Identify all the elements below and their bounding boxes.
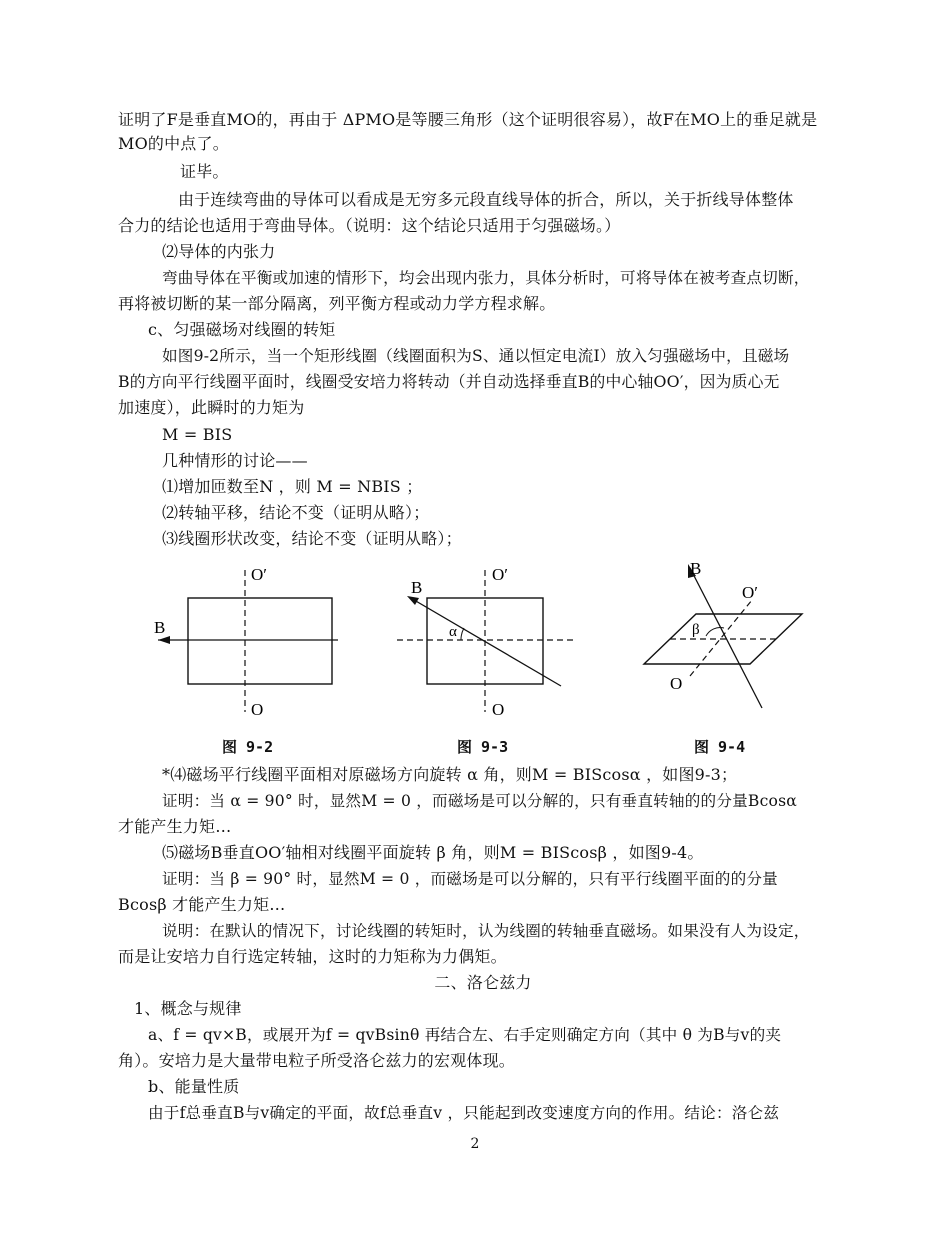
axis-label-top: O′ (492, 565, 508, 584)
figure-9-2 (148, 560, 348, 720)
text-line: 证明：当 β = 90° 时，显然M = 0 ，而磁场是可以分解的，只有平行线圈平面的的分量 (162, 870, 778, 888)
axis-label-bottom: O (251, 700, 264, 719)
page-number: 2 (470, 1136, 480, 1152)
text-line: 证明：当 α = 90° 时，显然M = 0 ，而磁场是可以分解的，只有垂直转轴的的分量Bcosα (162, 792, 798, 810)
text-line: ⑸磁场B垂直OO′轴相对线圈平面旋转 β 角，则M = BIScosβ ，如图9-4。 (162, 843, 704, 862)
text-line: Bcosβ 才能产生力矩… (118, 895, 286, 914)
axis-label-top: O′ (742, 583, 758, 602)
field-label: B (154, 618, 166, 637)
angle-label: α (449, 624, 457, 640)
text-line: MO的中点了。 (118, 134, 229, 153)
text-line: 合力的结论也适用于弯曲导体。（说明：这个结论只适用于匀强磁场。） (118, 216, 621, 235)
figure-caption: 图 9-2 (222, 738, 274, 756)
field-label: B (411, 578, 423, 597)
angle-arc (461, 628, 464, 640)
text-line: 几种情形的讨论—— (162, 451, 308, 470)
text-line: 由于f总垂直B与v确定的平面，故f总垂直v ，只能起到改变速度方向的作用。结论：洛仑兹 (148, 1104, 780, 1122)
section-heading: 1、概念与规律 (134, 999, 242, 1018)
section-heading: b、能量性质 (148, 1077, 240, 1096)
text-line: 弯曲导体在平衡或加速的情形下，均会出现内张力，具体分析时，可将导体在被考查点切断， (162, 269, 810, 287)
text-line: ⑵转轴平移，结论不变（证明从略）； (162, 503, 430, 522)
section-title: 二、洛仑兹力 (434, 973, 532, 992)
text-line: a、f = qv×B，或展开为f = qvBsinθ 再结合左、右手定则确定方向（其中 θ 为B与v的夹 (148, 1026, 782, 1044)
text-line: 角）。安培力是大量带电粒子所受洛仑兹力的宏观体现。 (118, 1051, 516, 1070)
coil-rect (188, 598, 332, 684)
text-line: 再将被切断的某一部分隔离，列平衡方程或动力学方程求解。 (118, 294, 556, 313)
axis-label-top: O′ (251, 565, 267, 584)
axis-label-bottom: O (670, 674, 683, 693)
axis-label-bottom: O (492, 700, 505, 719)
text-line: B的方向平行线圈平面时，线圈受安培力将转动（并自动选择垂直B的中心轴OO′，因为质心无 (118, 372, 780, 391)
figure-caption: 图 9-4 (694, 738, 746, 756)
text-line: 证毕。 (180, 162, 229, 181)
field-arrow-icon (407, 596, 419, 605)
text-line: 证明了F是垂直MO的，再由于 ΔPMO是等腰三角形（这个证明很容易），故F在MO上的垂足就是 (118, 110, 818, 129)
text-line: 由于连续弯曲的导体可以看成是无穷多元段直线导体的折合，所以，关于折线导体整体 (178, 190, 794, 209)
field-arrow-icon (158, 636, 170, 644)
text-line: 才能产生力矩… (118, 817, 232, 836)
figure-9-3 (395, 560, 585, 720)
formula-line: M = BIS (162, 425, 233, 444)
field-label: B (690, 559, 702, 578)
section-heading: c、匀强磁场对线圈的转矩 (148, 320, 336, 339)
text-line: 说明：在默认的情况下，讨论线圈的转矩时，认为线圈的转轴垂直磁场。如果没有人为设定， (162, 922, 810, 940)
text-line: ⑶线圈形状改变，结论不变（证明从略）； (162, 529, 462, 548)
text-line: ⑴增加匝数至N ，则 M = NBIS ； (162, 477, 423, 496)
figure-9-4 (640, 556, 810, 721)
text-line: 加速度），此瞬时的力矩为 (118, 398, 305, 417)
text-line: *⑷磁场平行线圈平面相对原磁场方向旋转 α 角，则M = BIScosα ，如图9-3； (162, 765, 738, 784)
text-line: 而是让安培力自行选定转轴，这时的力矩称为力偶矩。 (118, 947, 507, 966)
section-heading: ⑵导体的内张力 (162, 242, 276, 261)
text-line: 如图9-2所示，当一个矩形线圈（线圈面积为S、通以恒定电流I）放入匀强磁场中，且磁场 (162, 347, 790, 365)
figure-caption: 图 9-3 (457, 738, 509, 756)
angle-label: β (692, 622, 700, 638)
